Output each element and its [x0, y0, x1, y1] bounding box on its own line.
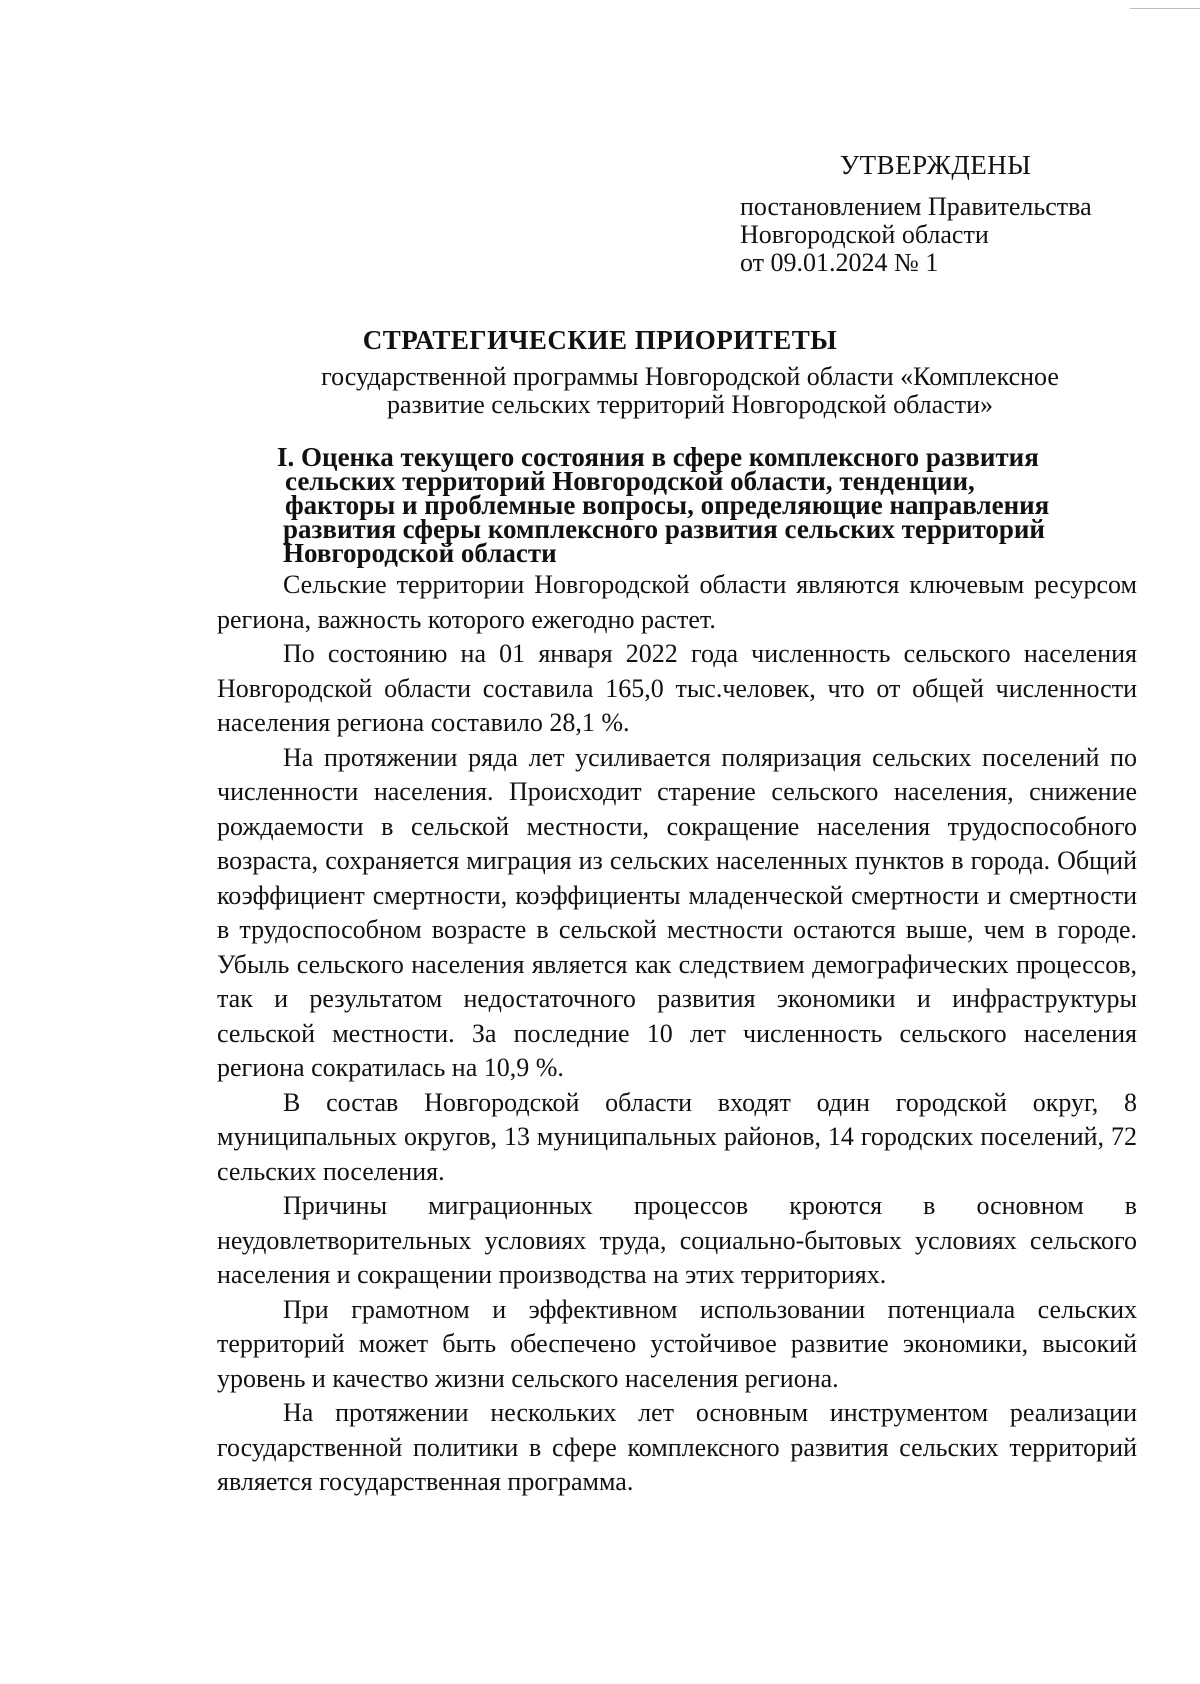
subtitle-line-2: развитие сельских территорий Новгородской области»: [386, 390, 994, 419]
section-heading-line-4: развития сферы комплексного развития сельских территорий: [283, 514, 1045, 544]
subtitle-line-1: государственной программы Новгородской области «Комплексное: [321, 362, 1059, 391]
paragraph-7: На протяжении нескольких лет основным инструментом реализации государственной политики в сфере комплексного развития сельских территорий является государственная программа.: [217, 1398, 1137, 1496]
section-heading-line-5: Новгородской области: [283, 538, 557, 568]
paragraph-4: В состав Новгородской области входят один городской округ, 8 муниципальных округов, 13 муниципальных районов, 14 городских поселений, 72 сельских поселения.: [217, 1087, 1137, 1186]
section-heading: [277, 442, 1112, 568]
paragraph-6: При грамотном и эффективном использовании потенциала сельских территорий может быть обеспечено устойчивое развитие экономики, высокий уровень и качество жизни сельского населения региона.: [217, 1294, 1137, 1393]
paragraph-3: На протяжении ряда лет усиливается поляризация сельских поселений по численности населения. Происходит старение сельского населения, снижение рождаемости в сельской местности, сокращение населения трудоспособного возраста, сохраняется миграция из сельских населенных пунктов в города. Общий коэффициент смертности, коэффициенты младенческой смертности и смертности в трудоспособном возрасте в сельской местности остаются выше, чем в городе. Убыль сельского населения является как следствием демографических процессов, так и результатом недостаточного развития экономики и инфраструктуры сельской местности. За последние 10 лет численность сельского населения региона сократилась на 10,9 %.: [217, 742, 1137, 1082]
document-title: СТРАТЕГИЧЕСКИЕ ПРИОРИТЕТЫ: [362, 325, 838, 355]
approval-stamp: [740, 150, 1140, 277]
document-subtitle: [290, 363, 1090, 419]
section-heading-line-1: I. Оценка текущего состояния в сфере комплексного развития: [277, 442, 1039, 472]
approval-line-2: Новгородской области: [740, 220, 989, 249]
approval-title: УТВЕРЖДЕНЫ: [840, 150, 1032, 180]
section-body: [217, 568, 1137, 1500]
approval-line-1: постановлением Правительства: [740, 192, 1092, 221]
paragraph-5: Причины миграционных процессов кроются в основном в неудовлетворительных условиях труда, социально-бытовых условиях сельского населения и сокращении производства на этих территориях.: [217, 1191, 1137, 1289]
section-heading-line-2: сельских территорий Новгородской области, тенденции,: [285, 466, 975, 496]
approval-line-3: от 09.01.2024 № 1: [740, 248, 939, 277]
paragraph-2: По состоянию на 01 января 2022 года численность сельского населения Новгородской области составила 165,0 тыс.человек, что от общей численности населения региона составило 28,1 %.: [217, 639, 1137, 737]
section-heading-line-3: факторы и проблемные вопросы, определяющие направления: [285, 490, 1050, 520]
paragraph-1: Сельские территории Новгородской области являются ключевым ресурсом региона, важность которого ежегодно растет.: [217, 570, 1137, 634]
page-corner-mark: [1130, 0, 1200, 9]
